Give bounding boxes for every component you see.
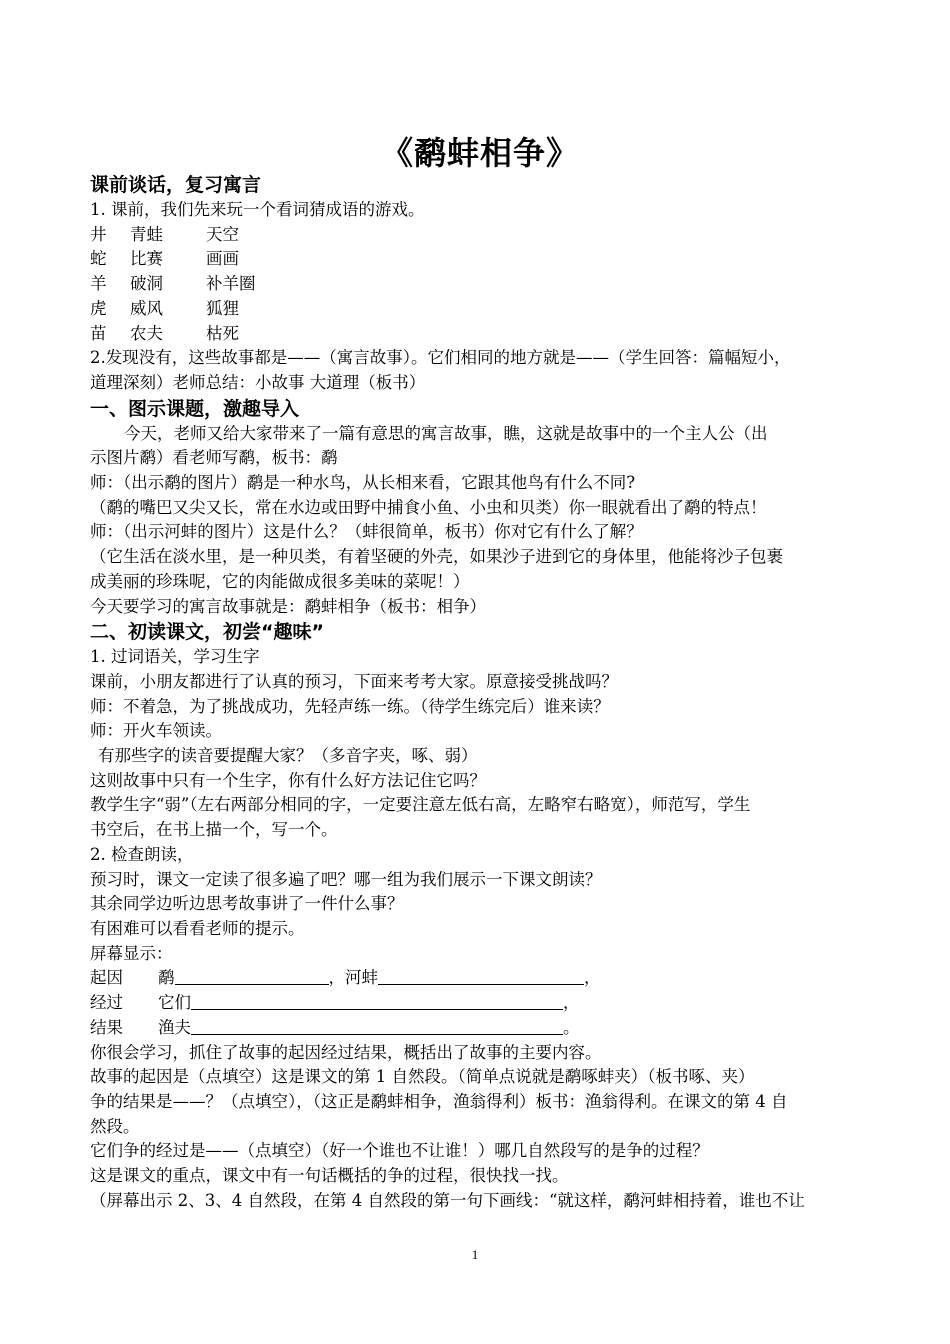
word-cell: 蛇: [90, 249, 107, 269]
paragraph: 1. 过词语关，学习生字: [90, 647, 260, 667]
fill-blank-text: ，: [584, 968, 601, 988]
paragraph: 然段。: [90, 1116, 140, 1136]
paragraph: 你很会学习，抓住了故事的起因经过结果，概括出了故事的主要内容。: [90, 1042, 602, 1062]
word-cell: 补羊圈: [206, 274, 256, 294]
paragraph: 2. 检查朗读，: [90, 844, 194, 864]
word-row: [90, 322, 870, 347]
fill-blank-text: ，河蚌: [328, 968, 378, 988]
paragraph: 它们争的经过是——（点填空）（好一个谁也不让谁！）哪几自然段写的是争的过程？: [90, 1141, 709, 1161]
word-cell: 青蛙: [130, 224, 163, 244]
document-title: 《鹬蚌相争》: [380, 134, 579, 172]
word-cell: 羊: [90, 274, 107, 294]
answer-blank: [191, 993, 563, 1010]
paragraph: （它生活在淡水里，是一种贝类，有着坚硬的外壳，如果沙子进到它的身体里，他能将沙子包裹: [90, 547, 783, 567]
paragraph: 争的结果是——？（点填空），（这正是鹬蚌相争，渔翁得利）板书：渔翁得利。在课文的第 4 自: [90, 1091, 788, 1111]
paragraph: （屏幕出示 2、3、4 自然段，在第 4 自然段的第一句下画线：“就这样，鹬河蚌相持着，谁也不让: [90, 1190, 805, 1210]
paragraph: 师：不着急，为了挑战成功，先轻声练一练。（待学生练完后）谁来读？: [90, 696, 610, 716]
fill-blank-text: ，: [563, 993, 580, 1013]
paragraph: 预习时，课文一定读了很多遍了吧？哪一组为我们展示一下课文朗读？: [90, 869, 602, 889]
fill-blank-result: [90, 1016, 870, 1041]
paragraph: 成美丽的珍珠呢，它的肉能做成很多美味的菜呢！）: [90, 571, 470, 591]
paragraph: 故事的起因是（点填空）这是课文的第 1 自然段。（简单点说就是鹬啄蚌夹）（板书啄、夹）: [90, 1067, 755, 1087]
section-heading-1: 一、图示课题，激趣导入: [90, 397, 300, 420]
fill-blank-text: 。: [563, 1017, 580, 1037]
word-row: [90, 247, 870, 272]
paragraph: 今天要学习的寓言故事就是：鹬蚌相争（板书：相争）: [90, 596, 486, 616]
paragraph: 师：开火车领读。: [90, 721, 222, 741]
paragraph: 屏幕显示：: [90, 943, 173, 963]
word-cell: 天空: [206, 224, 239, 244]
answer-blank: [191, 1018, 563, 1035]
word-cell: 画画: [206, 249, 239, 269]
word-cell: 枯死: [206, 323, 239, 343]
paragraph: 这是课文的重点，课文中有一句话概括的争的过程，很快找一找。: [90, 1166, 569, 1186]
answer-blank: [175, 968, 329, 985]
fill-blank-text: 它们: [158, 993, 191, 1013]
paragraph: 师：（出示河蚌的图片）这是什么？（蚌很简单，板书）你对它有什么了解？: [90, 522, 643, 542]
document-body: [90, 172, 870, 1213]
fill-blank-process: [90, 991, 870, 1016]
word-cell: 破洞: [130, 274, 163, 294]
fill-blank-text: 渔夫: [158, 1017, 191, 1037]
paragraph: （鹬的嘴巴又尖又长，常在水边或田野中捕食小鱼、小虫和贝类）你一眼就看出了鹬的特点！: [90, 497, 767, 517]
paragraph: 教学生字“弱”（左右两部分相同的字，一定要注意左低右高，左略窄右略宽），师范写，学生: [90, 795, 751, 815]
word-row: [90, 223, 870, 248]
paragraph: 今天，老师又给大家带来了一篇有意思的寓言故事，瞧，这就是故事中的一个主人公（出: [124, 423, 768, 443]
page-number: 1: [471, 1247, 479, 1262]
fill-blank-text: 鹬: [158, 968, 175, 988]
paragraph: 有那些字的读音要提醒大家？（多音字夹，啄、弱）: [98, 746, 478, 766]
word-cell: 虎: [90, 298, 107, 318]
paragraph: 2.发现没有，这些故事都是——（寓言故事）。它们相同的地方就是——（学生回答：篇幅短小，: [90, 348, 791, 368]
paragraph: 示图片鹬）看老师写鹬，板书：鹬: [90, 448, 338, 468]
paragraph: 师：（出示鹬的图片）鹬是一种水鸟，从长相来看，它跟其他鸟有什么不同?: [90, 473, 636, 493]
paragraph: 其余同学边听边思考故事讲了一件什么事？: [90, 894, 404, 914]
fill-blank-label: 经过: [90, 993, 123, 1013]
paragraph: 道理深刻）老师总结：小故事 大道理（板书）: [90, 372, 426, 392]
paragraph: 有困难可以看看老师的提示。: [90, 918, 305, 938]
word-cell: 比赛: [130, 249, 163, 269]
fill-blank-label: 起因: [90, 968, 123, 988]
fill-blank-label: 结果: [90, 1017, 123, 1037]
word-row: [90, 297, 870, 322]
paragraph: 1. 课前，我们先来玩一个看词猜成语的游戏。: [90, 200, 425, 219]
word-row: [90, 272, 870, 297]
paragraph: 书空后，在书上描一个，写一个。: [90, 820, 338, 840]
word-cell: 井: [90, 224, 107, 244]
word-cell: 苗: [90, 323, 107, 343]
section-heading-intro: 课前谈话，复习寓言: [90, 174, 262, 196]
fill-blank-cause: [90, 966, 870, 991]
paragraph: 这则故事中只有一个生字，你有什么好方法记住它吗？: [90, 770, 486, 790]
word-cell: 农夫: [130, 323, 163, 343]
word-cell: 狐狸: [206, 298, 239, 318]
answer-blank: [378, 968, 584, 985]
section-heading-2: 二、初读课文，初尝“趣味”: [90, 621, 324, 644]
word-cell: 威风: [130, 298, 163, 318]
paragraph: 课前，小朋友都进行了认真的预习，下面来考考大家。原意接受挑战吗？: [90, 671, 618, 691]
